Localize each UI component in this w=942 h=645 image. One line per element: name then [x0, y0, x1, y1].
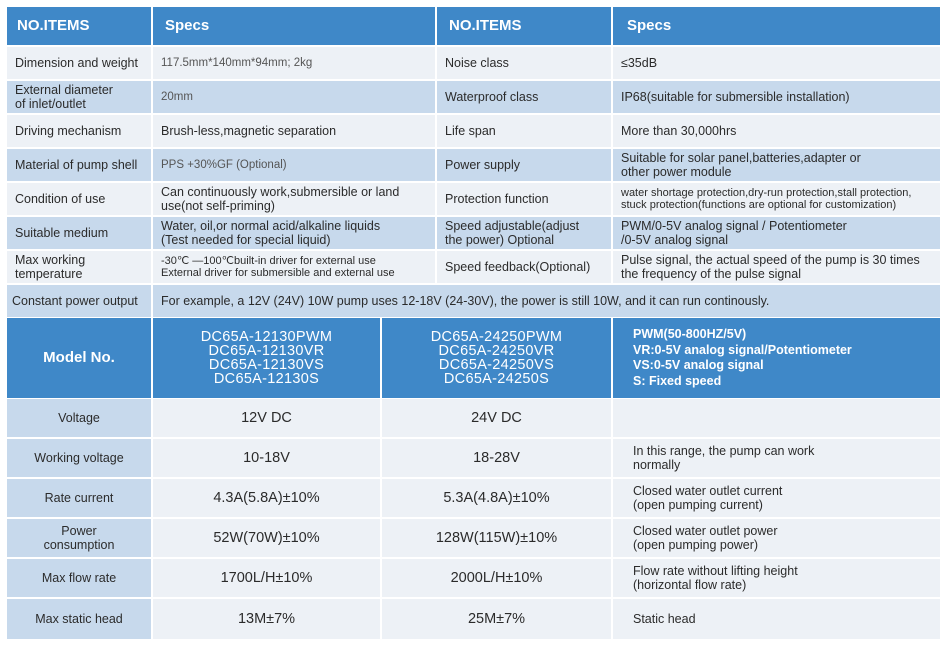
header-no-items: NO.ITEMS	[7, 7, 151, 45]
table-row	[7, 285, 940, 317]
spec-value: 117.5mm*140mm*94mm; 2kg	[153, 47, 435, 79]
value-24v: 2000L/H±10%	[382, 559, 611, 597]
table-row	[7, 439, 940, 477]
item-label: Speed feedback(Optional)	[437, 251, 611, 283]
spec-value: For example, a 12V (24V) 10W pump uses 12-18V (24-30V), the power is still 10W, and it can run continously.	[153, 285, 940, 317]
value-24v: 5.3A(4.8A)±10%	[382, 479, 611, 517]
item-label: Speed adjustable(adjust the power) Optional	[437, 217, 611, 249]
item-label: External diameter of inlet/outlet	[7, 81, 151, 113]
item-label: Power consumption	[7, 519, 151, 557]
item-label: Life span	[437, 115, 611, 147]
header-specs: Specs	[153, 7, 435, 45]
item-label: Driving mechanism	[7, 115, 151, 147]
value-12v: 1700L/H±10%	[153, 559, 380, 597]
value-24v: 24V DC	[382, 399, 611, 437]
spec-value: More than 30,000hrs	[613, 115, 940, 147]
value-24v: 25M±7%	[382, 599, 611, 639]
table-row	[7, 519, 940, 557]
spec-value: 20mm	[153, 81, 435, 113]
item-label: Dimension and weight	[7, 47, 151, 79]
value-12v: 4.3A(5.8A)±10%	[153, 479, 380, 517]
table-row	[7, 559, 940, 597]
item-label: Material of pump shell	[7, 149, 151, 181]
table-row	[7, 47, 940, 79]
table-row	[7, 251, 940, 283]
model-list-24v: DC65A-24250PWM DC65A-24250VR DC65A-24250VS DC65A-24250S	[382, 318, 611, 398]
model-list-12v: DC65A-12130PWM DC65A-12130VR DC65A-12130VS DC65A-12130S	[153, 318, 380, 398]
model-title: Model No.	[7, 318, 151, 398]
item-label: Power supply	[437, 149, 611, 181]
table-row	[7, 217, 940, 249]
table-row	[7, 149, 940, 181]
item-label: Max working temperature	[7, 251, 151, 283]
spec-value: -30℃ —100℃built-in driver for external use External driver for submersible and external use	[153, 251, 435, 283]
item-label: Rate current	[7, 479, 151, 517]
value-12v: 13M±7%	[153, 599, 380, 639]
item-label: Suitable medium	[7, 217, 151, 249]
item-label: Waterproof class	[437, 81, 611, 113]
item-label: Condition of use	[7, 183, 151, 215]
item-label: Working voltage	[7, 439, 151, 477]
table-header	[7, 7, 940, 45]
spec-value: ≤35dB	[613, 47, 940, 79]
spec-value: IP68(suitable for submersible installation)	[613, 81, 940, 113]
value-24v: 128W(115W)±10%	[382, 519, 611, 557]
note: Flow rate without lifting height (horizontal flow rate)	[613, 559, 940, 597]
table-row	[7, 479, 940, 517]
spec-value: Water, oil,or normal acid/alkaline liquids (Test needed for special liquid)	[153, 217, 435, 249]
item-label: Protection function	[437, 183, 611, 215]
table-row	[7, 183, 940, 215]
note	[613, 399, 940, 437]
table-row	[7, 599, 940, 639]
spec-value: PPS +30%GF (Optional)	[153, 149, 435, 181]
note: Closed water outlet power (open pumping power)	[613, 519, 940, 557]
item-label: Max static head	[7, 599, 151, 639]
value-12v: 52W(70W)±10%	[153, 519, 380, 557]
value-12v: 10-18V	[153, 439, 380, 477]
note: Static head	[613, 599, 940, 639]
spec-value: Suitable for solar panel,batteries,adapter or other power module	[613, 149, 940, 181]
header-no-items-2: NO.ITEMS	[437, 7, 611, 45]
item-label: Voltage	[7, 399, 151, 437]
spec-value: PWM/0-5V analog signal / Potentiometer /0-5V analog signal	[613, 217, 940, 249]
spec-value: water shortage protection,dry-run protection,stall protection, stuck protection(functions are optional for customization)	[613, 183, 940, 215]
table-row	[7, 81, 940, 113]
value-24v: 18-28V	[382, 439, 611, 477]
table-row	[7, 399, 940, 437]
item-label: Noise class	[437, 47, 611, 79]
value-12v: 12V DC	[153, 399, 380, 437]
spec-value: Pulse signal, the actual speed of the pump is 30 times the frequency of the pulse signal	[613, 251, 940, 283]
model-legend: PWM(50-800HZ/5V) VR:0-5V analog signal/Potentiometer VS:0-5V analog signal S: Fixed speed	[613, 318, 940, 398]
model-row	[7, 318, 940, 398]
header-specs-2: Specs	[613, 7, 940, 45]
item-label: Constant power output	[7, 285, 151, 317]
note: In this range, the pump can work normally	[613, 439, 940, 477]
spec-value: Brush-less,magnetic separation	[153, 115, 435, 147]
note: Closed water outlet current (open pumping current)	[613, 479, 940, 517]
spec-value: Can continuously work,submersible or land use(not self-priming)	[153, 183, 435, 215]
table-row	[7, 115, 940, 147]
item-label: Max flow rate	[7, 559, 151, 597]
